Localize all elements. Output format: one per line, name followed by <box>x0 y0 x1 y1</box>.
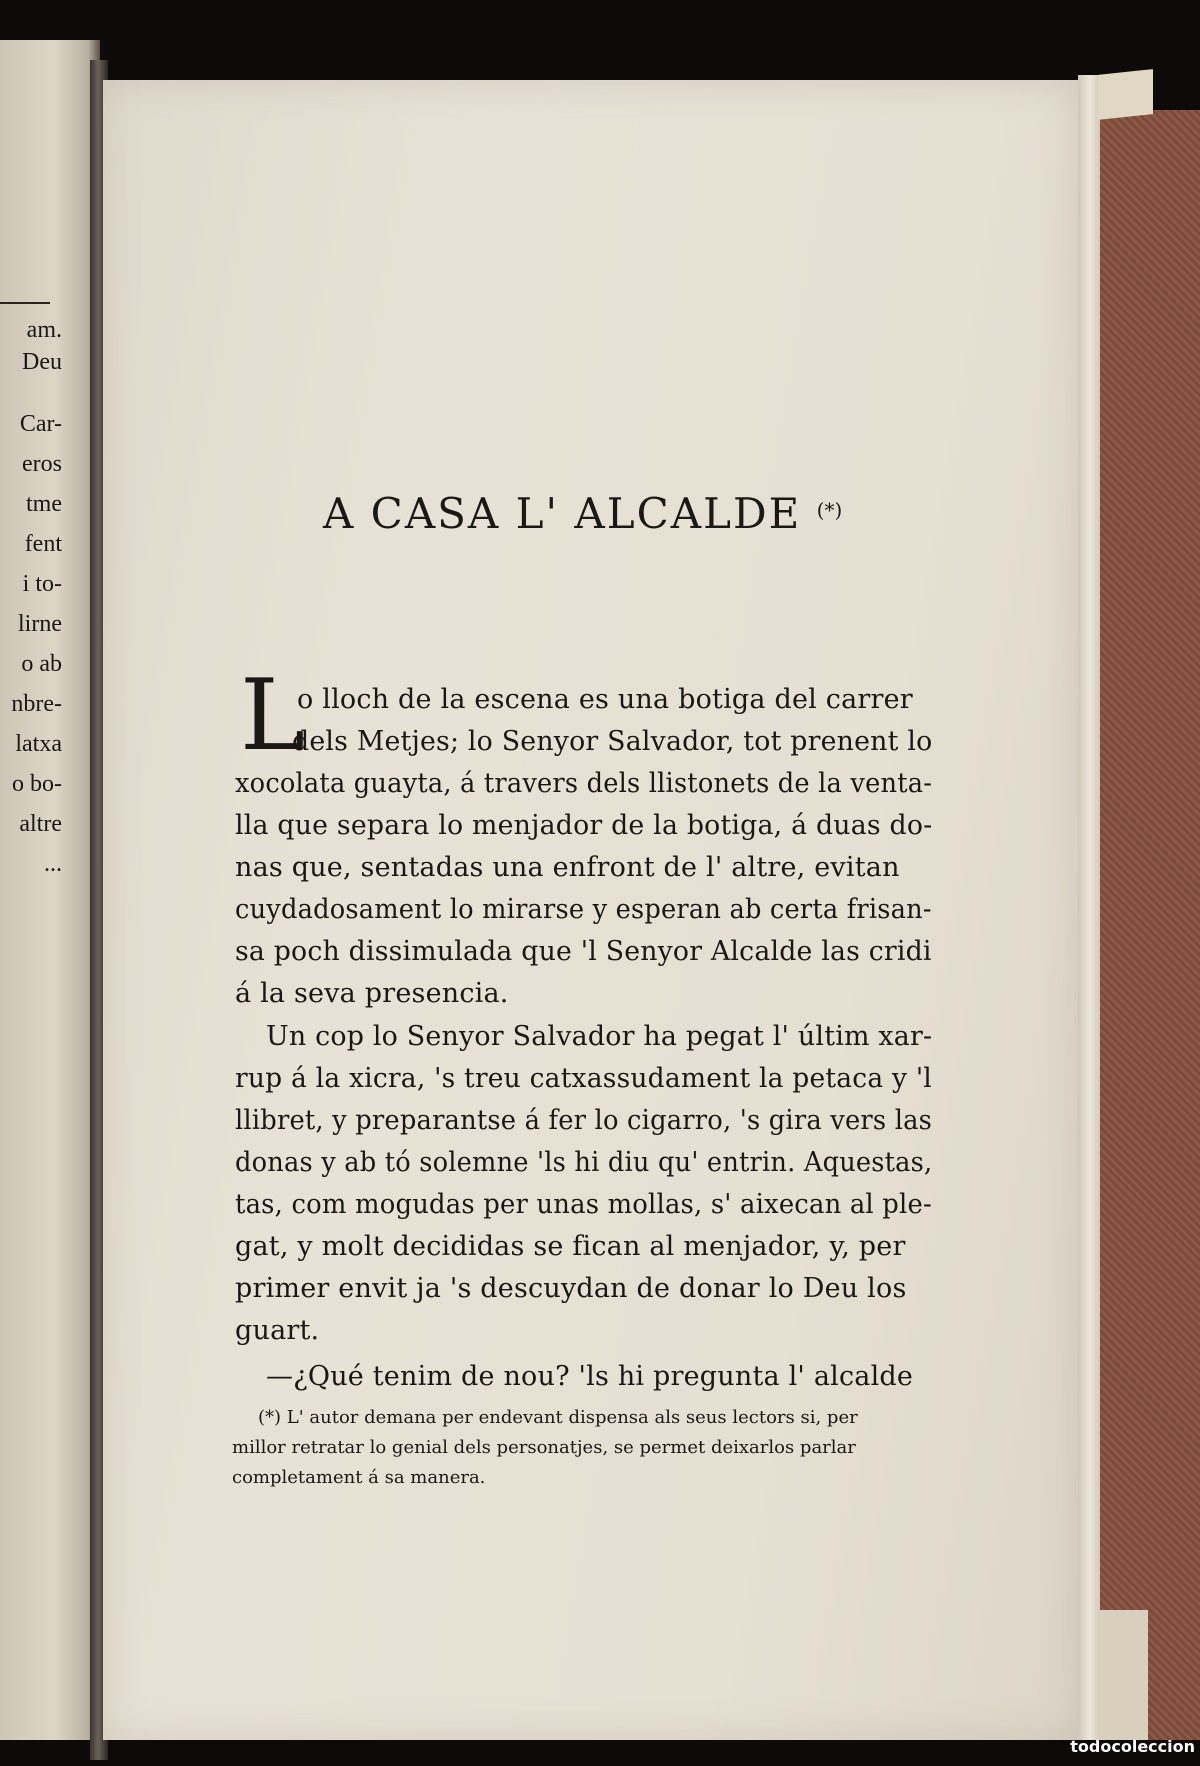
body-line: o lloch de la escena es una botiga del carrer <box>297 684 913 715</box>
left-page-line: o bo- <box>12 771 62 797</box>
watermark: todocoleccion <box>1070 1737 1195 1756</box>
chapter-title <box>323 488 923 548</box>
footnote-marker: (*) <box>816 498 843 522</box>
left-page-line: nbre- <box>11 691 62 717</box>
left-page-line: latxa <box>15 731 62 757</box>
left-page <box>0 40 100 1740</box>
left-page-line: tme <box>26 491 62 517</box>
left-page-line: Car- <box>19 411 62 437</box>
body-line: cuydadosament lo mirarse y esperan ab certa frisan- <box>235 894 932 925</box>
body-line: nas que, sentadas una enfront de l' altre, evitan <box>235 852 900 883</box>
body-line: lla que separa lo menjador de la botiga, á duas do- <box>235 810 933 841</box>
left-page-line: ... <box>44 851 62 877</box>
body-line: gat, y molt decididas se fican al menjador, y, per <box>235 1231 906 1262</box>
footnote-line: (*) L' autor demana per endevant dispensa als seus lectors si, per <box>258 1407 858 1428</box>
left-page-line: o ab <box>21 651 62 677</box>
body-line: dels Metjes; lo Senyor Salvador, tot prenent lo <box>292 726 933 757</box>
drop-cap: L <box>240 659 306 773</box>
left-page-line: lirne <box>18 611 62 637</box>
footnote-line: millor retratar lo genial dels personatjes, se permet deixarlos parlar <box>232 1437 856 1458</box>
body-line: llibret, y preparantse á fer lo cigarro, 's gira vers las <box>235 1105 933 1136</box>
chapter-title-text: A CASA L' ALCALDE <box>323 489 802 538</box>
body-line: Un cop lo Senyor Salvador ha pegat l' últim xar- <box>266 1021 933 1052</box>
left-page-line: Deu <box>22 349 62 375</box>
body-line: tas, com mogudas per unas mollas, s' aixecan al ple- <box>235 1189 932 1220</box>
left-page-line: i to- <box>22 571 62 597</box>
left-page-line: am. <box>26 317 62 343</box>
body-line: guart. <box>235 1315 320 1346</box>
body-line: á la seva presencia. <box>235 978 509 1009</box>
body-line: primer envit ja 's descuydan de donar lo Deu los <box>235 1273 907 1304</box>
body-line: xocolata guayta, á travers dels llistonets de la venta- <box>235 768 933 799</box>
cover-corner-top <box>1098 69 1153 120</box>
body-line: rup á la xicra, 's treu catxassudament la petaca y 'l <box>235 1063 933 1094</box>
left-page-line: altre <box>19 811 62 837</box>
footnote-line: completament á sa manera. <box>232 1467 486 1488</box>
body-line: —¿Qué tenim de nou? 'ls hi pregunta l' alcalde <box>266 1361 914 1392</box>
body-line: sa poch dissimulada que 'l Senyor Alcalde las cridi <box>235 936 932 967</box>
left-page-line: fent <box>24 531 62 557</box>
book-cover <box>1100 110 1200 1740</box>
left-page-line: eros <box>22 451 62 477</box>
left-page-rule <box>0 302 50 304</box>
cover-corner-bottom <box>1098 1610 1148 1740</box>
body-line: donas y ab tó solemne 'ls hi diu qu' entrin. Aquestas, <box>235 1147 933 1178</box>
